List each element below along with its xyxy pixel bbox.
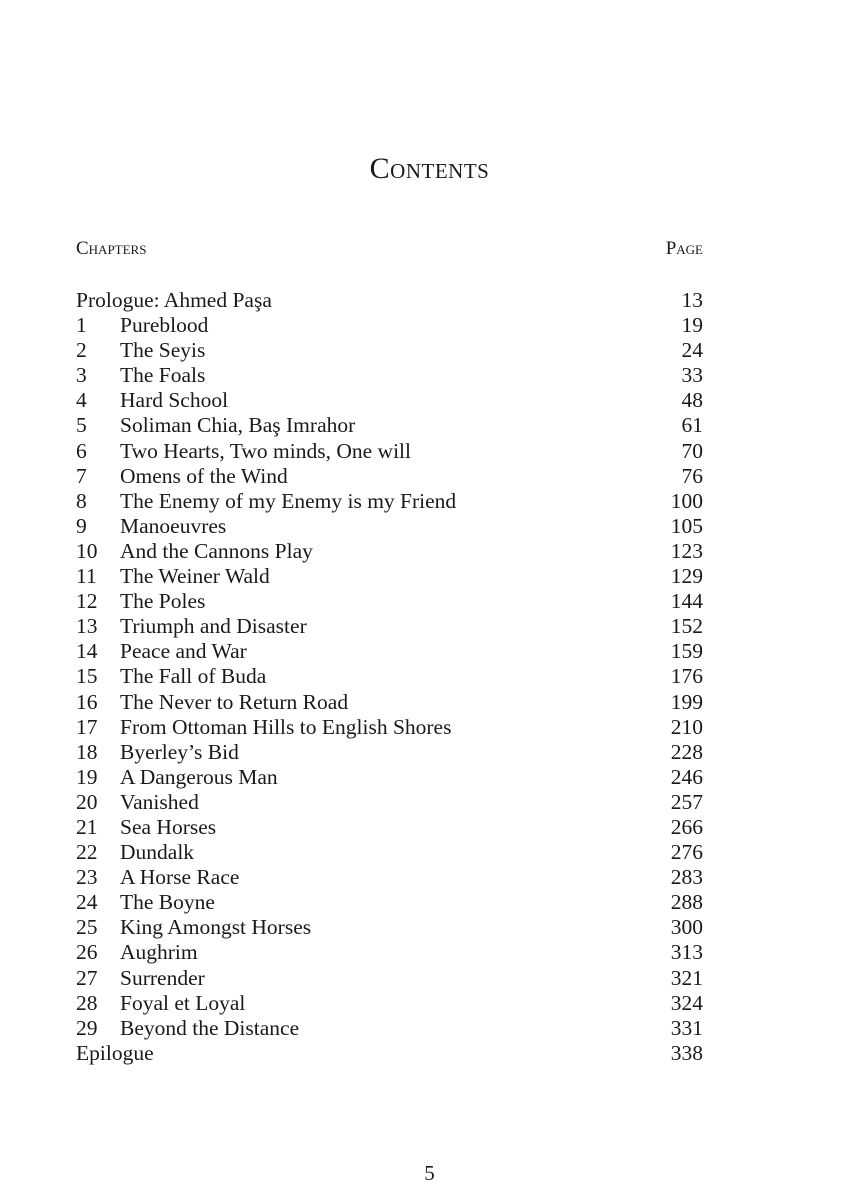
toc-entry-number: 28 [76,990,98,1015]
toc-entry[interactable] [76,338,703,363]
toc-entry-title: The Enemy of my Enemy is my Friend [120,488,457,513]
page-header: Page [665,238,703,259]
column-headers [76,238,703,260]
toc-entry-page: 19 [681,313,703,338]
toc-entry[interactable] [76,915,703,940]
toc-entry-page: 313 [670,940,703,965]
toc-entry-page: 70 [681,438,703,463]
toc-entry[interactable] [76,765,703,790]
toc-entry-page: 288 [670,890,703,915]
toc-entry-title: Pureblood [120,313,209,338]
toc-entry-title: The Boyne [120,890,215,915]
toc-entry[interactable] [76,564,703,589]
toc-entry-number: 29 [76,1015,98,1040]
toc-entry[interactable] [76,991,703,1016]
toc-entry-number: 3 [76,363,87,388]
toc-entry[interactable] [76,664,703,689]
toc-entry-title: Two Hearts, Two minds, One will [120,438,411,463]
toc-entry-page: 283 [670,865,703,890]
toc-entry[interactable] [76,589,703,614]
toc-entry-page: 176 [670,664,703,689]
toc-entry-number: 22 [76,840,98,865]
toc-entry[interactable] [76,288,703,313]
toc-entry-number: 10 [76,538,98,563]
toc-entry-number: 11 [76,564,97,589]
toc-entry-page: 13 [681,288,703,312]
toc-entry-number: 13 [76,614,98,639]
toc-entry[interactable] [76,966,703,991]
toc-entry-page: 276 [670,840,703,865]
toc-entry-number: 20 [76,789,98,814]
toc-entry-title: From Ottoman Hills to English Shores [120,714,452,739]
toc-entry[interactable] [76,388,703,413]
toc-entry-page: 257 [670,789,703,814]
toc-entry-page: 246 [670,764,703,789]
toc-entry[interactable] [76,1041,703,1066]
toc-entry-number: 19 [76,764,98,789]
toc-entry[interactable] [76,740,703,765]
toc-entry-page: 144 [670,589,703,614]
toc-entry-title: The Weiner Wald [120,564,270,589]
toc-entry-page: 123 [670,538,703,563]
toc-entry-page: 100 [670,488,703,513]
toc-entry-page: 33 [681,363,703,388]
toc-entry-page: 199 [670,689,703,714]
toc-entry-title: The Poles [120,589,206,614]
toc-entry-title: Triumph and Disaster [120,614,307,639]
toc-entry-title: Vanished [120,789,199,814]
toc-entry-number: 23 [76,865,98,890]
toc-entry-title: Peace and War [120,639,247,664]
toc-entry-page: 266 [670,814,703,839]
toc-entry-number: 2 [76,338,87,363]
toc-entry-page: 61 [681,413,703,438]
toc-entry-title: The Fall of Buda [120,664,267,689]
toc-entry-number: 17 [76,714,98,739]
toc-entry[interactable] [76,439,703,464]
toc-entry-title: A Dangerous Man [120,764,278,789]
toc-entry-page: 324 [670,990,703,1015]
toc-entry-number: 25 [76,915,98,940]
toc-entry-number: 14 [76,639,98,664]
toc-entry-number: 7 [76,463,87,488]
toc-entry-title: Beyond the Distance [120,1015,300,1040]
table-of-contents [76,288,703,1066]
toc-entry[interactable] [76,1016,703,1041]
toc-entry-number: 1 [76,313,87,338]
toc-entry[interactable] [76,514,703,539]
page-title: Contents [369,152,490,185]
toc-entry-number: 18 [76,739,98,764]
toc-entry-page: 24 [681,338,703,363]
toc-entry-number: 8 [76,488,87,513]
toc-entry[interactable] [76,639,703,664]
toc-entry-page: 152 [670,614,703,639]
toc-entry-title: And the Cannons Play [120,538,313,563]
toc-entry-title: Soliman Chia, Baş Imrahor [120,413,356,438]
toc-entry[interactable] [76,790,703,815]
toc-entry-title: The Seyis [120,338,206,363]
toc-entry[interactable] [76,690,703,715]
toc-entry-title: Foyal et Loyal [120,990,246,1015]
toc-entry-number: 21 [76,814,98,839]
toc-entry-number: 4 [76,388,87,413]
toc-entry[interactable] [76,464,703,489]
toc-entry[interactable] [76,815,703,840]
toc-entry-number: 12 [76,589,98,614]
toc-entry-page: 105 [670,513,703,538]
toc-entry-title: King Amongst Horses [120,915,312,940]
toc-entry-title: Epilogue [76,1040,154,1065]
toc-entry[interactable] [76,840,703,865]
toc-entry[interactable] [76,489,703,514]
toc-entry-page: 48 [681,388,703,413]
chapters-header: Chapters [76,238,147,259]
toc-entry[interactable] [76,940,703,965]
toc-entry[interactable] [76,539,703,564]
toc-entry-title: Dundalk [120,840,195,865]
toc-entry-title: The Never to Return Road [120,689,349,714]
toc-entry-title: The Foals [120,363,206,388]
toc-entry-page: 338 [670,1040,703,1065]
toc-entry-page: 228 [670,739,703,764]
toc-entry-title: A Horse Race [120,865,240,890]
toc-entry-number: 15 [76,664,98,689]
toc-entry-title: Manoeuvres [120,513,227,538]
toc-entry-number: 9 [76,513,87,538]
toc-entry-number: 5 [76,413,87,438]
toc-entry-title: Aughrim [120,940,198,965]
toc-entry-page: 300 [670,915,703,940]
toc-entry[interactable] [76,313,703,338]
toc-entry[interactable] [76,614,703,639]
toc-entry-number: 24 [76,890,98,915]
toc-entry-page: 331 [670,1015,703,1040]
toc-entry-page: 129 [670,564,703,589]
toc-entry-title: Surrender [120,965,205,990]
toc-entry[interactable] [76,413,703,438]
toc-entry-page: 321 [670,965,703,990]
toc-entry-page: 76 [681,463,703,488]
toc-entry[interactable] [76,890,703,915]
toc-entry-title: Omens of the Wind [120,463,288,488]
toc-entry-number: 16 [76,689,98,714]
toc-entry-number: 27 [76,965,98,990]
toc-entry-page: 159 [670,639,703,664]
toc-entry-number: 6 [76,438,87,463]
toc-entry[interactable] [76,865,703,890]
toc-entry[interactable] [76,715,703,740]
toc-entry-page: 210 [670,714,703,739]
page-number: 5 [424,1161,435,1185]
toc-entry-number: 26 [76,940,98,965]
toc-entry-title: Sea Horses [120,814,217,839]
toc-entry-title: Hard School [120,388,229,413]
toc-entry[interactable] [76,363,703,388]
toc-entry-title: Byerley’s Bid [120,739,239,764]
toc-entry-title: Prologue: Ahmed Paşa [76,288,272,312]
